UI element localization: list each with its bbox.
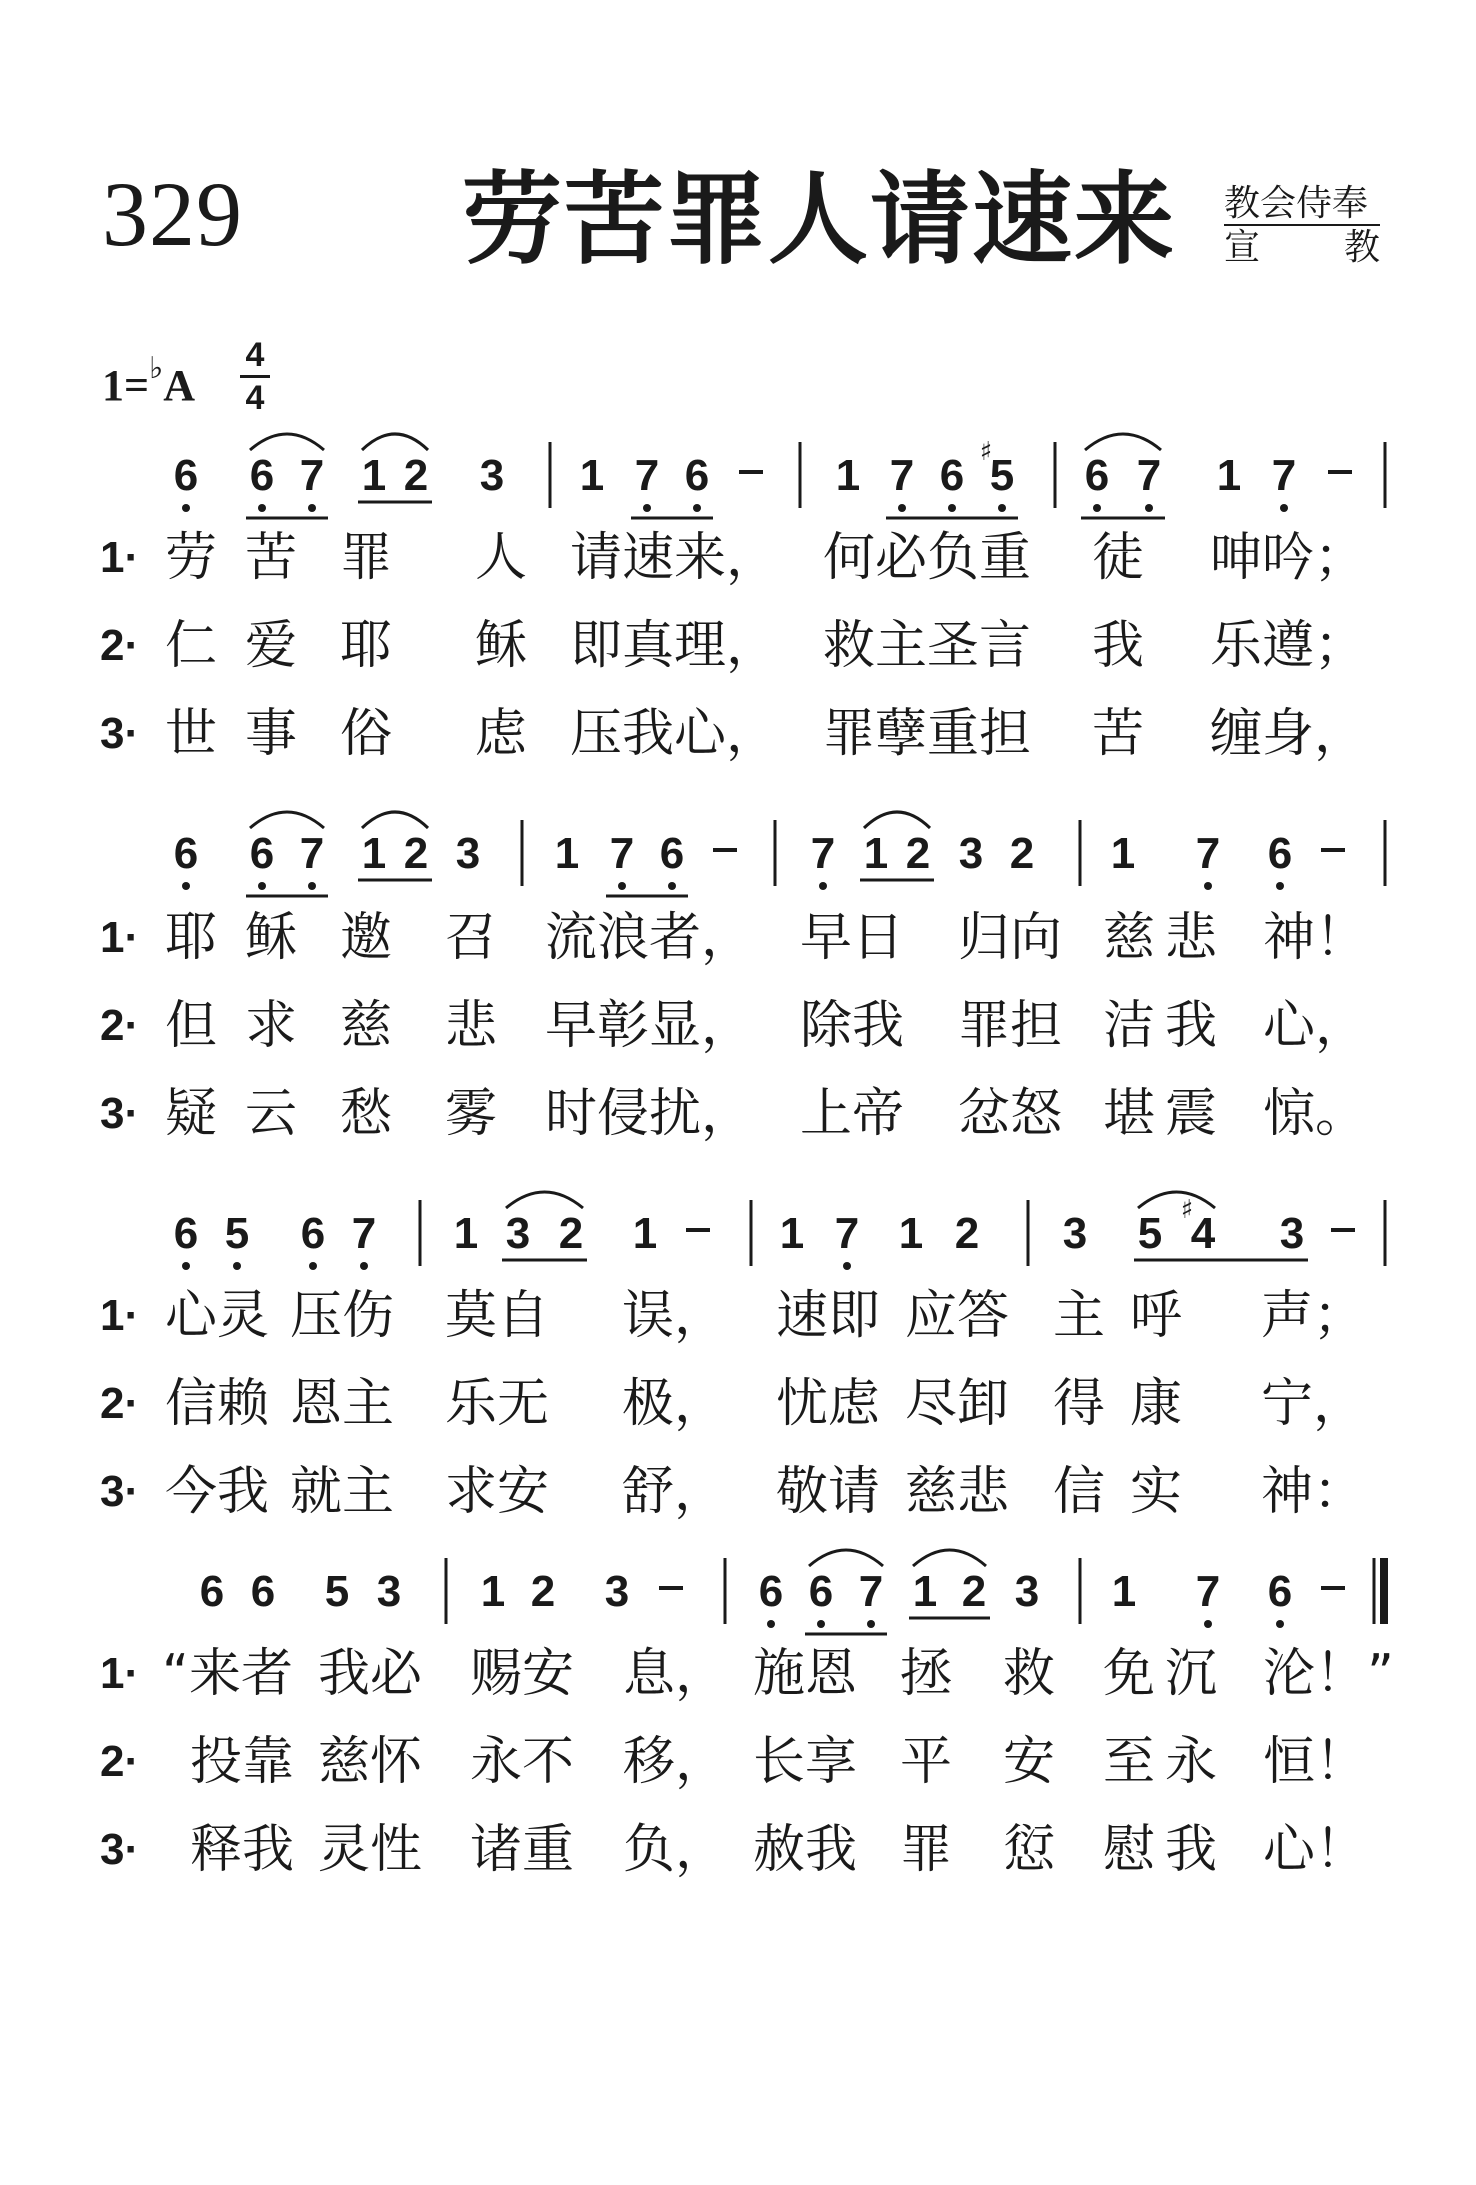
lyric-word: 我 [1092,616,1145,676]
lyric-word: 得 [1053,1374,1106,1434]
low-octave-dot [308,882,316,890]
low-octave-dot [693,504,701,512]
key-prefix: 1= [102,361,150,410]
note: 1 [1110,829,1136,878]
note: 7 [299,829,325,878]
lyric-word: 沦！” [1263,1644,1394,1704]
note: 3 [1014,1567,1040,1616]
low-octave-dot [182,882,190,890]
note: 2 [403,829,429,878]
note: 1 [835,451,861,500]
note: 6 [939,451,965,500]
verse-number: 2· [100,1379,140,1428]
key-letter: A [163,361,196,410]
note: 6 [1084,451,1110,500]
note: 7 [858,1567,884,1616]
note: 6 [758,1567,784,1616]
lyric-word: 稣 [475,616,528,676]
lyric-word: 劳 [165,528,218,588]
flat-sign: ♭ [149,352,164,385]
lyric-word: 即真理， [570,616,779,676]
low-octave-dot [309,1262,317,1270]
note: 2 [905,829,931,878]
lyric-word: 释我 [190,1820,295,1880]
verse-number: 2· [100,1737,140,1786]
lyric-word: 拯 [900,1644,953,1704]
lyric-word: 请速来， [570,528,779,588]
credit-ministry: 教会侍奉 [1224,186,1380,226]
lyric-word: 永 [1165,1732,1218,1792]
lyric-word: 罪 [900,1820,953,1880]
verse-number: 1· [100,533,140,582]
lyric-word: 极， [622,1374,727,1434]
low-octave-dot [998,504,1006,512]
lyric-word: 归向 [958,908,1063,968]
lyric-word: 神： [1261,1462,1366,1522]
low-octave-dot [360,1262,368,1270]
note: 7 [1271,451,1297,500]
lyric-word: 求安 [445,1462,550,1522]
lyric-word: 舒， [622,1462,727,1522]
lyric-word: 投靠 [190,1732,295,1792]
lyric-word: 今我 [165,1462,270,1522]
lyric-word: 徒 [1092,528,1145,588]
lyric-word: 赐安 [470,1644,575,1704]
note: 6 [659,829,685,878]
note: 6 [199,1567,225,1616]
lyric-word: 求 [245,996,298,1056]
tie-slur [864,812,930,828]
lyric-word: 声； [1261,1286,1366,1346]
lyric-word: 仁 [165,616,218,676]
lyric-word: 沉 [1165,1644,1218,1704]
low-octave-dot [182,1262,190,1270]
lyric-word: 堪 [1103,1084,1156,1144]
verse-number: 1· [100,913,140,962]
note: 5 [989,451,1015,500]
lyric-word: 宁， [1261,1374,1366,1434]
note: 3 [1062,1209,1088,1258]
lyric-word: 莫自 [445,1286,550,1346]
tie-slur [1138,1192,1215,1208]
low-octave-dot [1276,882,1284,890]
note: 5 [324,1567,350,1616]
lyric-word: 惊。 [1263,1084,1368,1144]
lyric-word: 震 [1165,1084,1218,1144]
lyric-word: 慰 [1103,1820,1156,1880]
lyric-word: 呼 [1130,1286,1183,1346]
note: 2 [530,1567,556,1616]
lyric-word: 人 [475,528,528,588]
lyric-word: 愆 [1003,1820,1056,1880]
lyric-word: 我 [1165,996,1218,1056]
lyric-word: 稣 [245,908,298,968]
low-octave-dot [258,504,266,512]
low-octave-dot [668,882,676,890]
note: 6 [1267,1567,1293,1616]
note: 5 [1137,1209,1163,1258]
note: 3 [604,1567,630,1616]
lyric-word: 慈悲 [905,1462,1010,1522]
lyric-word: 神！ [1263,908,1368,968]
lyric-word: 诸重 [470,1820,575,1880]
lyric-word: “来者 [162,1644,293,1704]
note: 7 [634,451,660,500]
lyric-word: 乐遵； [1210,616,1367,676]
lyric-word: 疑 [165,1084,218,1144]
verse-number: 3· [100,1467,140,1516]
note: 2 [403,451,429,500]
lyric-word: 信赖 [165,1374,270,1434]
note: 1 [912,1567,938,1616]
low-octave-dot [819,882,827,890]
note: 5 [224,1209,250,1258]
note: 1 [554,829,580,878]
note: 3 [479,451,505,500]
lyric-word: 世 [165,704,218,764]
verse-number: 2· [100,1001,140,1050]
lyric-word: 误， [622,1286,727,1346]
note: 1 [632,1209,658,1258]
note: 7 [299,451,325,500]
lyric-word: 至 [1103,1732,1156,1792]
lyric-word: 心灵 [165,1286,270,1346]
lyric-word: 慈怀 [318,1732,423,1792]
note: 6 [808,1567,834,1616]
lyric-word: 长享 [753,1732,858,1792]
note: 6 [250,1567,276,1616]
lyric-word: 忿怒 [958,1084,1063,1144]
verse-number: 1· [100,1291,140,1340]
lyric-word: 救 [1003,1644,1056,1704]
low-octave-dot [898,504,906,512]
lyric-word: 悲 [1165,908,1218,968]
note: 7 [1195,1567,1221,1616]
lyric-word: 康 [1130,1374,1183,1434]
note: 2 [1009,829,1035,878]
tie-slur [506,1192,583,1208]
lyric-word: 耶 [165,908,218,968]
note: 1 [453,1209,479,1258]
note: 7 [609,829,635,878]
lyric-word: 除我 [800,996,905,1056]
low-octave-dot [1204,882,1212,890]
lyric-word: 罪担 [958,996,1063,1056]
low-octave-dot [233,1262,241,1270]
lyric-word: 实 [1130,1462,1183,1522]
lyric-word: 灵性 [318,1820,423,1880]
lyric-word: 我 [1165,1820,1218,1880]
lyric-word: 主 [1053,1286,1106,1346]
lyric-word: 免 [1103,1644,1156,1704]
low-octave-dot [618,882,626,890]
sharp-sign: ♯ [1180,1195,1194,1225]
note: 7 [834,1209,860,1258]
low-octave-dot [308,504,316,512]
note: 4 [1190,1209,1216,1258]
low-octave-dot [182,504,190,512]
lyric-word: 罪 [340,528,393,588]
note: 3 [1279,1209,1305,1258]
low-octave-dot [1276,1620,1284,1628]
note: 1 [1111,1567,1137,1616]
lyric-word: 时侵扰， [545,1084,754,1144]
credit-char-b: 教 [1343,227,1380,268]
hymn-number: 329 [102,163,243,265]
lyric-word: 应答 [905,1286,1010,1346]
lyric-word: 施恩 [753,1644,858,1704]
note: 7 [810,829,836,878]
verse-number: 3· [100,709,140,758]
lyric-word: 召 [445,908,498,968]
note: 1 [480,1567,506,1616]
note: 2 [558,1209,584,1258]
lyric-word: 邀 [340,908,393,968]
low-octave-dot [1093,504,1101,512]
low-octave-dot [867,1620,875,1628]
lyric-word: 恒！ [1263,1732,1368,1792]
lyric-word: 敬请 [776,1462,881,1522]
tie-slur [250,812,324,828]
note: 3 [505,1209,531,1258]
time-sig-top: 4 [245,336,265,374]
note: 1 [579,451,605,500]
lyric-word: 慈 [340,996,393,1056]
sharp-sign: ♯ [979,437,993,467]
lyric-word: 呻吟； [1210,528,1367,588]
lyric-word: 但 [165,996,218,1056]
tie-slur [362,434,428,450]
lyric-word: 信 [1053,1462,1106,1522]
lyric-word: 我必 [318,1644,423,1704]
lyric-word: 忧虑 [776,1374,881,1434]
lyric-word: 乐无 [445,1374,550,1434]
tie-slur [809,1550,883,1566]
lyric-word: 罪孽重担 [823,704,1032,764]
verse-number: 2· [100,621,140,670]
note: 3 [376,1567,402,1616]
lyric-word: 苦 [1092,704,1145,764]
note: 1 [361,451,387,500]
low-octave-dot [948,504,956,512]
note: 7 [889,451,915,500]
lyric-word: 流浪者， [545,908,754,968]
note: 2 [961,1567,987,1616]
note: 1 [1216,451,1242,500]
note: 2 [954,1209,980,1258]
lyric-word: 早日 [800,908,905,968]
note: 6 [684,451,710,500]
note: 6 [300,1209,326,1258]
lyric-word: 俗 [340,704,393,764]
lyric-word: 爱 [245,616,298,676]
verse-number: 1· [100,1649,140,1698]
lyric-word: 压伤 [290,1286,395,1346]
note: 7 [1136,451,1162,500]
low-octave-dot [767,1620,775,1628]
lyric-word: 愁 [340,1084,393,1144]
lyric-word: 安 [1003,1732,1056,1792]
lyric-word: 洁 [1103,996,1156,1056]
low-octave-dot [1280,504,1288,512]
lyric-word: 心， [1263,996,1368,1056]
hymn-title: 劳苦罪人请速来 [462,161,1176,278]
verse-number: 3· [100,1825,140,1874]
lyric-word: 恩主 [290,1374,395,1434]
lyric-word: 尽卸 [905,1374,1010,1434]
lyric-word: 何必负重 [823,528,1032,588]
lyric-word: 雾 [445,1084,498,1144]
lyric-word: 负， [623,1820,728,1880]
tie-slur [913,1550,986,1566]
lyric-word: 息， [623,1644,728,1704]
lyric-word: 苦 [245,528,298,588]
verse-number: 3· [100,1089,140,1138]
lyric-word: 就主 [290,1462,395,1522]
tie-slur [1085,434,1161,450]
note: 6 [173,1209,199,1258]
low-octave-dot [258,882,266,890]
note: 1 [863,829,889,878]
tie-slur [250,434,324,450]
low-octave-dot [1145,504,1153,512]
lyric-word: 移， [623,1732,728,1792]
credit-char-a: 宣 [1224,227,1261,268]
lyric-word: 上帝 [800,1084,905,1144]
note: 6 [249,829,275,878]
low-octave-dot [643,504,651,512]
tie-slur [362,812,428,828]
low-octave-dot [817,1620,825,1628]
note: 1 [361,829,387,878]
note: 1 [898,1209,924,1258]
note: 7 [1195,829,1221,878]
low-octave-dot [1204,1620,1212,1628]
lyric-word: 慈 [1103,908,1156,968]
lyric-word: 速即 [776,1286,881,1346]
lyric-word: 平 [900,1732,953,1792]
note: 6 [173,829,199,878]
time-sig-bottom: 4 [245,379,265,417]
lyric-word: 永不 [470,1732,575,1792]
lyric-word: 救主圣言 [823,616,1032,676]
low-octave-dot [843,1262,851,1270]
lyric-word: 心！ [1263,1820,1368,1880]
lyric-word: 虑 [475,704,528,764]
lyric-word: 悲 [445,996,498,1056]
note: 3 [958,829,984,878]
note: 6 [249,451,275,500]
note: 3 [455,829,481,878]
lyric-word: 云 [245,1084,298,1144]
note: 6 [1267,829,1293,878]
note: 7 [351,1209,377,1258]
lyric-word: 事 [245,704,298,764]
lyric-word: 赦我 [753,1820,858,1880]
note: 1 [779,1209,805,1258]
lyric-word: 耶 [340,616,393,676]
lyric-word: 缠身， [1210,704,1367,764]
lyric-word: 压我心， [570,704,779,764]
note: 6 [173,451,199,500]
lyric-word: 早彰显， [545,996,754,1056]
